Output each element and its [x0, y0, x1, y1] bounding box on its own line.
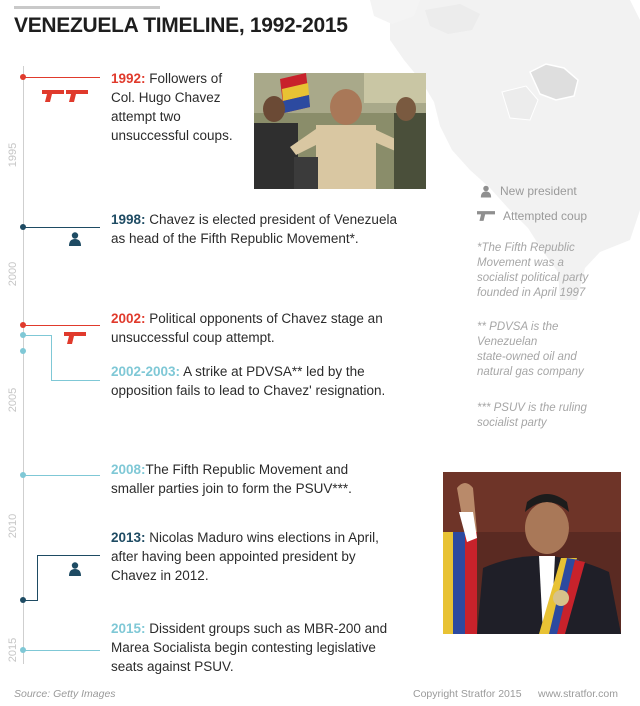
timeline-dot-2003-end — [20, 348, 26, 354]
person-icon — [68, 232, 82, 246]
timeline-span-bracket — [51, 335, 52, 380]
copyright-text: Copyright Stratfor 2015 — [413, 688, 522, 700]
axis-year-2005: 2005 — [7, 387, 19, 413]
timeline-connector-2008 — [23, 475, 100, 476]
event-2002: 2002: Political opponents of Chavez stage an unsuccessful coup attempt. — [111, 311, 383, 345]
timeline-connector-2002-2003 — [51, 380, 100, 381]
event-year: 1998: — [111, 212, 146, 227]
timeline-axis — [23, 66, 24, 664]
person-icon — [480, 185, 492, 198]
note-psuv: *** PSUV is the ruling socialist party — [477, 402, 587, 429]
event-year: 2013: — [111, 530, 146, 545]
axis-year-2000: 2000 — [7, 261, 19, 287]
axis-year-2010: 2010 — [7, 513, 19, 539]
page-title: VENEZUELA TIMELINE, 1992-2015 — [14, 14, 348, 37]
source-credit: Source: Getty Images — [14, 688, 116, 700]
event-year: 2015: — [111, 621, 146, 636]
event-2002-2003: 2002-2003: A strike at PDVSA** led by the opposition fails to lead to Chavez' resignation. — [111, 364, 386, 398]
event-year: 2002-2003: — [111, 364, 181, 379]
timeline-span-top — [23, 335, 51, 336]
gun-icon — [64, 332, 86, 344]
event-2013: 2013: Nicolas Maduro wins elections in April, after having been appointed president by Chavez in 2012. — [111, 530, 379, 583]
timeline-connector-1992 — [23, 77, 100, 78]
legend-attempted-coup: Attempted coup — [477, 209, 587, 223]
photo-maduro — [443, 472, 621, 634]
website-text: www.stratfor.com — [538, 688, 618, 700]
event-year: 1992: — [111, 71, 146, 86]
axis-year-1995: 1995 — [7, 142, 19, 168]
photo-chavez-crowd — [254, 73, 426, 189]
axis-year-2015: 2015 — [7, 637, 19, 663]
legend-new-president: New president — [480, 184, 577, 198]
timeline-span-2013-bracket — [37, 555, 38, 601]
title-rule — [14, 6, 160, 9]
event-year: 2002: — [111, 311, 146, 326]
person-icon — [68, 562, 82, 576]
event-1992: 1992: Followers of Col. Hugo Chavez attempt two unsuccessful coups. — [111, 71, 233, 143]
timeline-connector-1998 — [23, 227, 100, 228]
timeline-connector-2015 — [23, 650, 100, 651]
gun-icon — [66, 90, 88, 102]
event-year: 2008: — [111, 462, 146, 477]
event-1998: 1998: Chavez is elected president of Venezuela as head of the Fifth Republic Movement*. — [111, 212, 397, 246]
timeline-span-2013-base — [23, 600, 37, 601]
event-2008: 2008:The Fifth Republic Movement and smaller parties join to form the PSUV***. — [111, 462, 352, 496]
note-pdvsa: ** PDVSA is the Venezuelan state-owned oil and natural gas company — [477, 321, 584, 378]
timeline-connector-2013 — [37, 555, 100, 556]
event-2015: 2015: Dissident groups such as MBR-200 and Marea Socialista begin contesting legislative seats against PSUV. — [111, 621, 388, 674]
timeline-connector-2002 — [23, 325, 100, 326]
gun-icon — [42, 90, 64, 102]
gun-icon — [477, 211, 495, 221]
note-fifth-republic: *The Fifth Republic Movement was a socialist political party founded in April 1997 — [477, 242, 589, 299]
